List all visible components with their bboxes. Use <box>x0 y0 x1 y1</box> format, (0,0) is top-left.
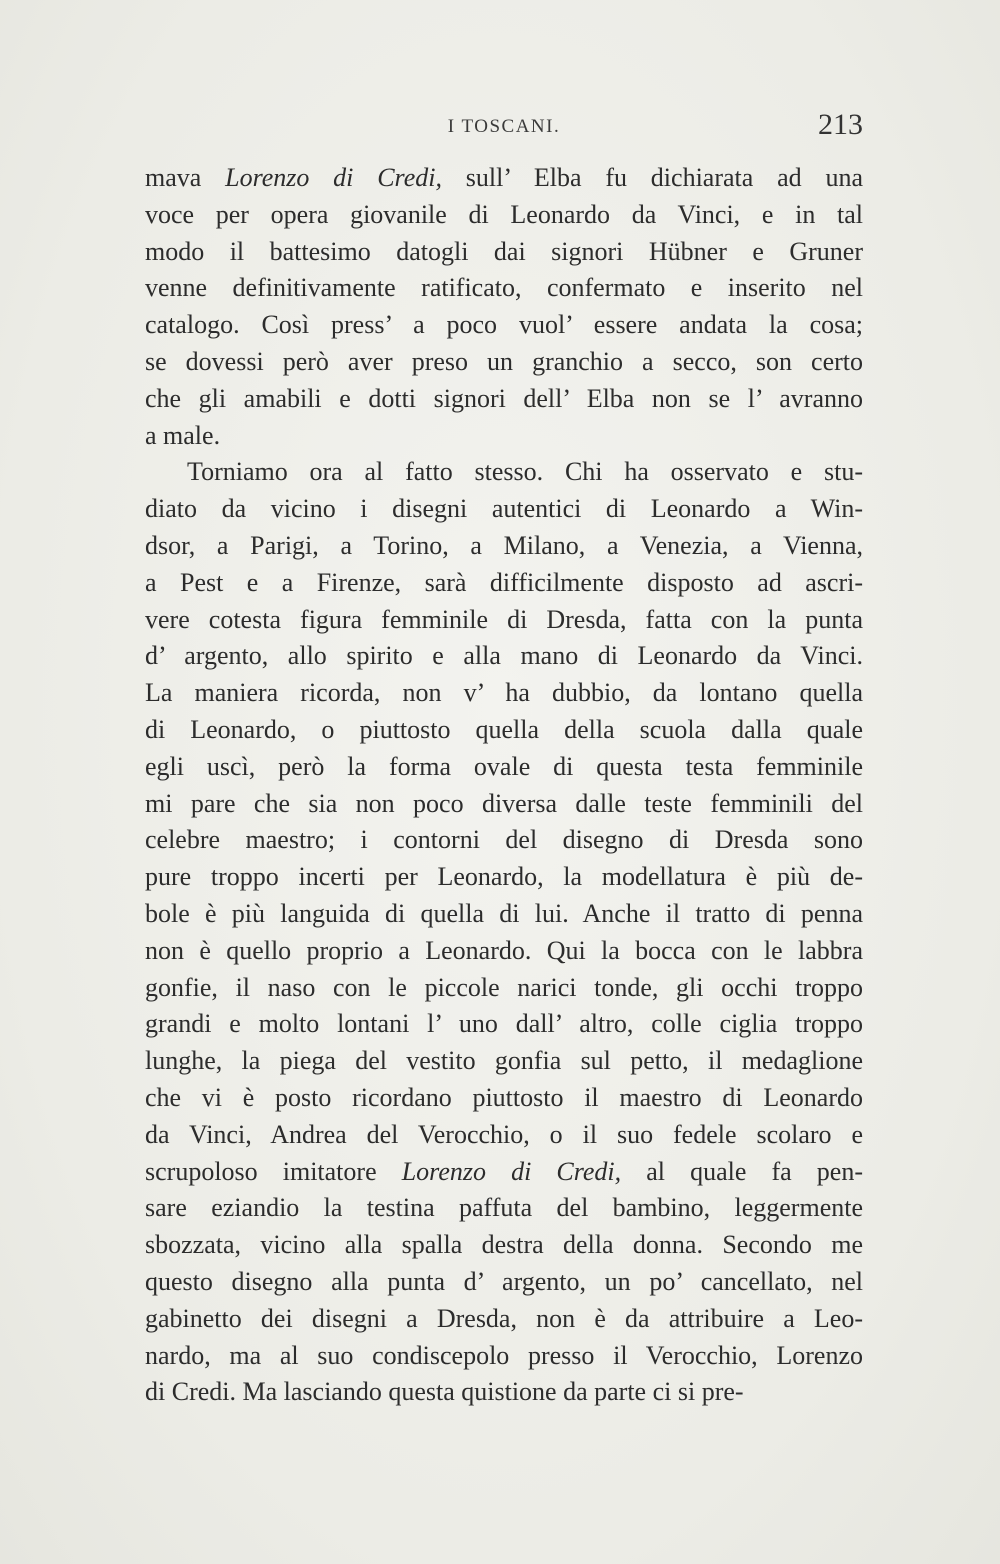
text-line: questo disegno alla punta d’ argento, un po’ cancellato, nel <box>145 1266 863 1296</box>
text-line: lunghe, la piega del vestito gonfia sul petto, il medaglione <box>145 1046 863 1076</box>
text-line: celebre maestro; i contorni del disegno di Dresda sono <box>145 825 863 855</box>
text-line: La maniera ricorda, non v’ ha dubbio, da lontano quella <box>145 678 863 708</box>
text-line: catalogo. Così press’ a poco vuol’ essere andata la cosa; <box>145 310 863 340</box>
text-line: da Vinci, Andrea del Verocchio, o il suo fedele scolaro e <box>145 1119 863 1149</box>
text-line: vere cotesta figura femminile di Dresda, fatta con la punta <box>145 604 863 634</box>
text-line: che gli amabili e dotti signori dell’ Elba non se l’ avranno <box>145 383 863 413</box>
text-line: voce per opera giovanile di Leonardo da Vinci, e in tal <box>145 199 863 229</box>
text-line: Torniamo ora al fatto stesso. Chi ha osservato e stu- <box>187 457 863 487</box>
text-line: sbozzata, vicino alla spalla destra della donna. Secondo me <box>145 1230 863 1260</box>
text-line: bole è più languida di quella di lui. Anche il tratto di penna <box>145 898 863 928</box>
text-line: gonfie, il naso con le piccole narici tonde, gli occhi troppo <box>145 972 863 1002</box>
text-line: mava Lorenzo di Credi, sull’ Elba fu dichiarata ad una <box>145 163 863 192</box>
text-line: di Leonardo, o piuttosto quella della scuola dalla quale <box>145 714 863 744</box>
text-line: modo il battesimo datogli dai signori Hübner e Gruner <box>145 236 863 266</box>
text-line: sare eziandio la testina paffuta del bambino, leggermente <box>145 1193 863 1223</box>
body-text <box>145 160 863 1411</box>
text-line: che vi è posto ricordano piuttosto il maestro di Leonardo <box>145 1082 863 1112</box>
italic-name: Lorenzo di Credi, <box>225 163 442 192</box>
text-line: grandi e molto lontani l’ uno dall’ altro, colle ciglia troppo <box>145 1009 863 1039</box>
running-head: I TOSCANI. <box>447 116 561 137</box>
text-line: se dovessi però aver preso un granchio a secco, son certo <box>145 346 863 376</box>
text-line: dsor, a Parigi, a Torino, a Milano, a Venezia, a Vienna, <box>145 530 863 560</box>
page-header <box>145 108 863 148</box>
text-line: nardo, ma al suo condiscepolo presso il Verocchio, Lorenzo <box>145 1340 863 1370</box>
text-line: a male. <box>145 420 221 450</box>
text-line: scrupoloso imitatore Lorenzo di Credi, al quale fa pen- <box>145 1156 863 1186</box>
text-line: pure troppo incerti per Leonardo, la modellatura è più de- <box>145 862 863 892</box>
text-line: di Credi. Ma lasciando questa quistione da parte ci si pre- <box>145 1377 744 1407</box>
text-line: a Pest e a Firenze, sarà difficilmente disposto ad ascri- <box>145 567 863 597</box>
text-line: mi pare che sia non poco diversa dalle teste femminili del <box>145 788 863 818</box>
text-line: d’ argento, allo spirito e alla mano di Leonardo da Vinci. <box>145 641 863 671</box>
text-line: gabinetto dei disegni a Dresda, non è da attribuire a Leo- <box>145 1303 863 1333</box>
text-line: diato da vicino i disegni autentici di Leonardo a Win- <box>145 494 863 524</box>
page-number: 213 <box>818 108 863 141</box>
text-line: egli uscì, però la forma ovale di questa testa femminile <box>145 751 863 781</box>
italic-name: Lorenzo di Credi, <box>401 1156 622 1186</box>
text-line: non è quello proprio a Leonardo. Qui la bocca con le labbra <box>145 935 863 965</box>
text-line: venne definitivamente ratificato, confermato e inserito nel <box>145 273 863 303</box>
